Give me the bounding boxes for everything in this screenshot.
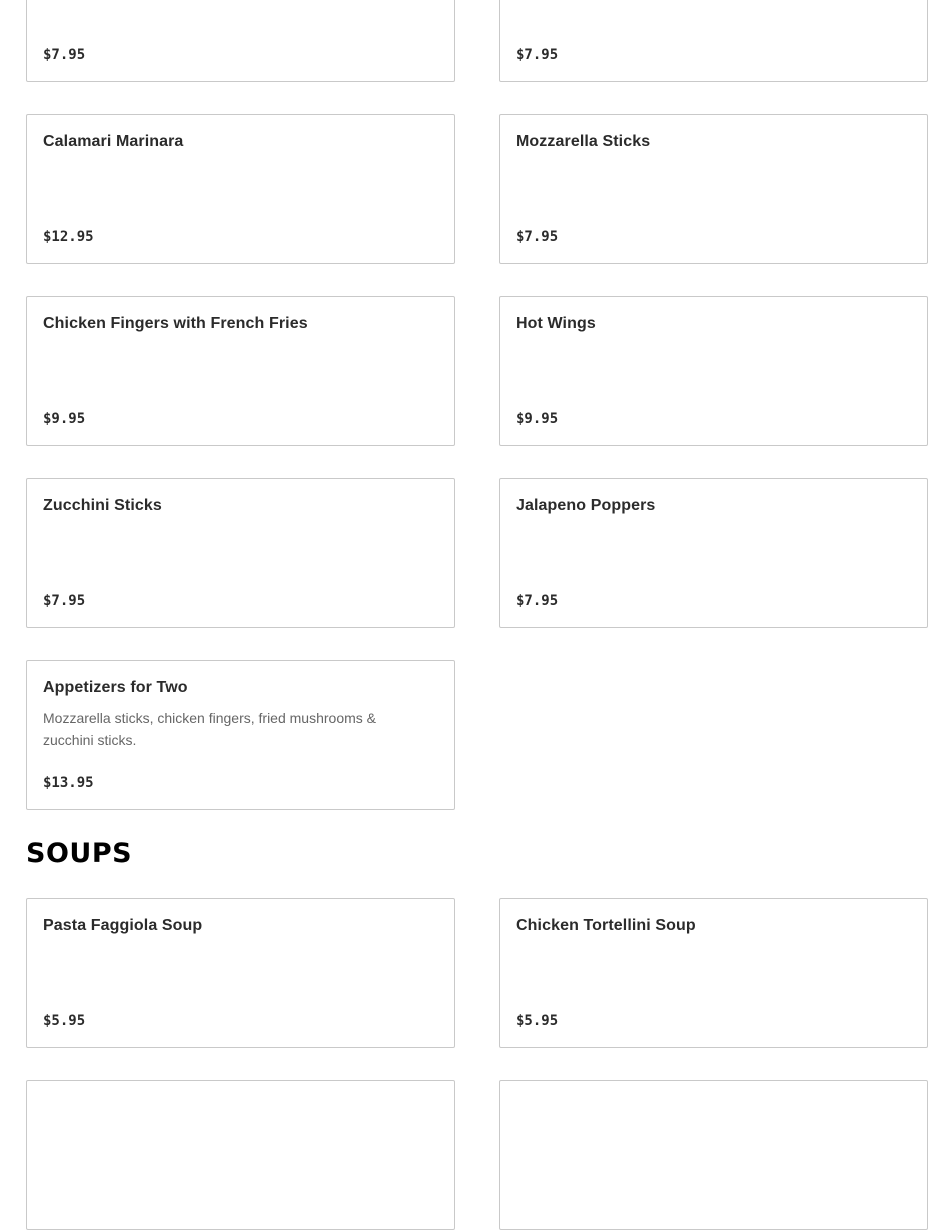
section-title-soups: SOUPS — [26, 838, 133, 869]
menu-item-card[interactable] — [26, 114, 455, 264]
menu-item-card[interactable] — [499, 478, 928, 628]
menu-item-card[interactable] — [26, 0, 455, 82]
menu-item-price: $9.95 — [516, 411, 559, 427]
menu-item-name: Hot Wings — [516, 315, 596, 332]
menu-item-name: Mozzarella Sticks — [516, 133, 651, 150]
menu-item-card[interactable] — [499, 114, 928, 264]
menu-item-card[interactable] — [499, 898, 928, 1048]
menu-item-price: $7.95 — [43, 47, 86, 63]
menu-item-description: Mozzarella sticks, chicken fingers, fried mushrooms & zucchini sticks. — [43, 710, 376, 748]
menu-item-card[interactable] — [26, 1080, 455, 1230]
menu-item-name: Chicken Fingers with French Fries — [43, 315, 308, 332]
menu-item-price: $12.95 — [43, 229, 94, 245]
menu-item-price: $13.95 — [43, 775, 94, 791]
menu-item-card[interactable] — [26, 898, 455, 1048]
menu-item-price: $7.95 — [516, 593, 559, 609]
menu-item-price: $7.95 — [516, 229, 559, 245]
menu-item-price: $5.95 — [43, 1013, 86, 1029]
menu-item-card[interactable] — [26, 296, 455, 446]
menu-item-card[interactable] — [499, 296, 928, 446]
menu-item-name: Pasta Faggiola Soup — [43, 917, 203, 934]
menu-item-price: $5.95 — [516, 1013, 559, 1029]
menu-item-card[interactable] — [499, 0, 928, 82]
menu-item-name: Calamari Marinara — [43, 133, 184, 150]
menu-item-price: $9.95 — [43, 411, 86, 427]
menu-item-price: $7.95 — [516, 47, 559, 63]
menu-item-name: Zucchini Sticks — [43, 497, 162, 514]
menu-item-name: Chicken Tortellini Soup — [516, 917, 696, 934]
menu-item-card[interactable] — [26, 478, 455, 628]
menu-item-card[interactable] — [26, 660, 455, 810]
menu-item-price: $7.95 — [43, 593, 86, 609]
menu-item-card[interactable] — [499, 1080, 928, 1230]
menu-item-name: Appetizers for Two — [43, 679, 188, 696]
menu-item-name: Jalapeno Poppers — [516, 497, 656, 514]
